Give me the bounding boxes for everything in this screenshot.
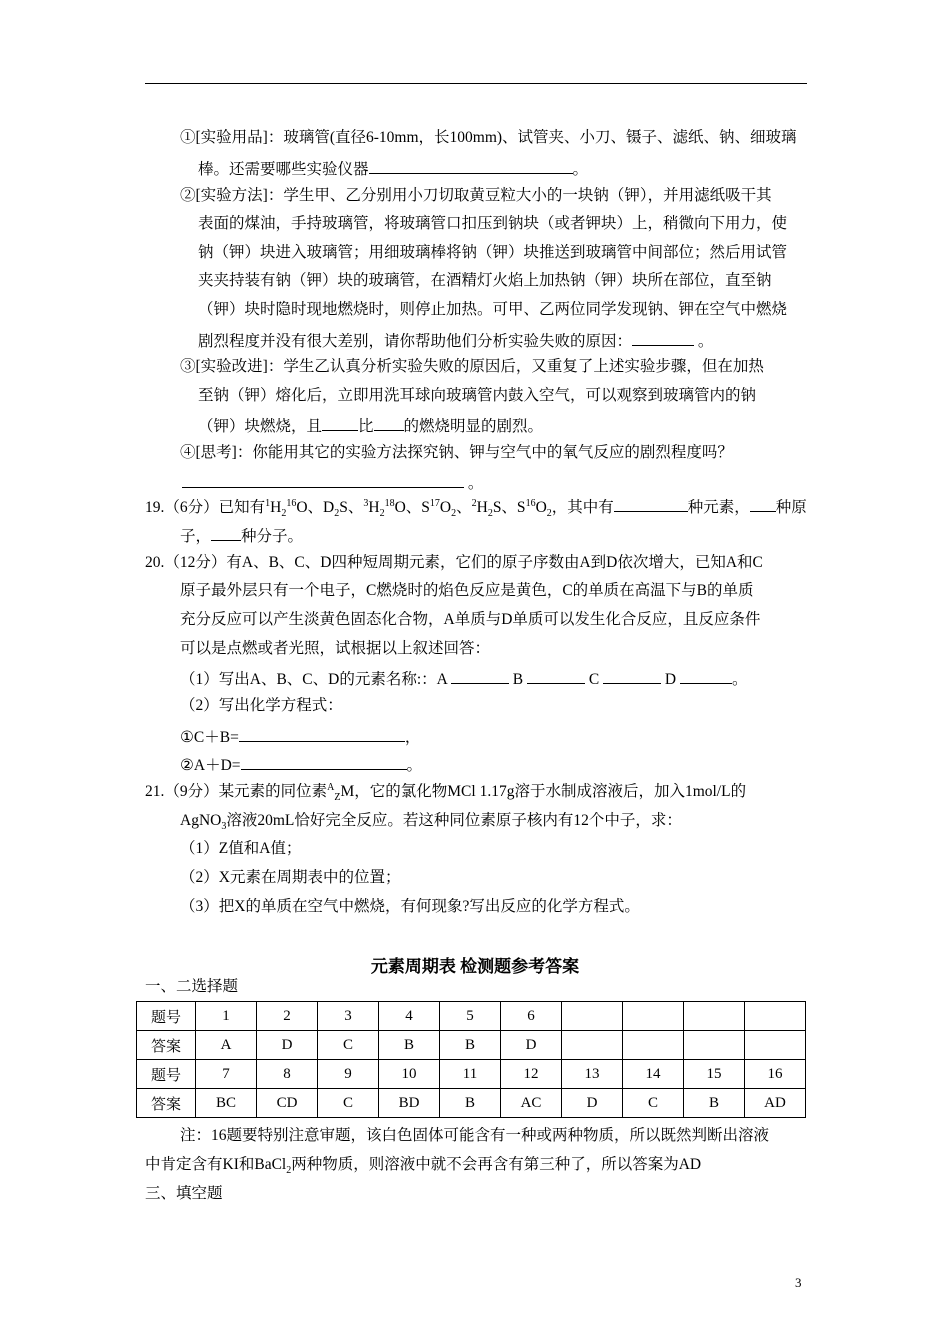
answer-blank[interactable] — [241, 753, 407, 770]
row-label: 答案 — [137, 1031, 196, 1060]
table-cell: A — [196, 1031, 257, 1060]
q21-line: 21.（9分）某元素的同位素$^A_Z$M，它的氯化物MCl 1.17g溶于水制成溶液后，加入1mol/L的 — [145, 781, 747, 804]
table-cell: D — [501, 1031, 562, 1060]
answer-blank[interactable] — [322, 414, 358, 431]
q18-line: 至钠（钾）熔化后，立即用洗耳球向玻璃管内鼓入空气，可以观察到玻璃管内的钠 — [198, 387, 757, 404]
q20-line: 可以是点燃或者光照，试根据以上叙述回答： — [180, 640, 491, 657]
table-cell: 11 — [440, 1060, 501, 1089]
table-row — [137, 1031, 806, 1060]
table-cell: B — [440, 1089, 501, 1118]
answer-blank[interactable] — [239, 725, 405, 742]
table-row — [137, 1002, 806, 1031]
table-cell: 16 — [745, 1060, 806, 1089]
answer-blank[interactable] — [182, 471, 464, 488]
answer-blank[interactable] — [527, 667, 585, 684]
table-cell: 5 — [440, 1002, 501, 1031]
q18-line: 棒。还需要哪些实验仪器 。 — [198, 157, 588, 180]
q19-line: 19.（6分）已知有$^1H_2^{16}O$、$D_2S$、$^3H_2^{18}O$、$S^{17}O_2$、$^2H_2S$、$S^{16}O_2$，其中有 种元素， 种原 — [145, 495, 807, 518]
answer-title: 元素周期表 检测题参考答案 — [370, 957, 580, 976]
q18-line: 表面的煤油，手持玻璃管，将玻璃管口扣压到钠块（或者钾块）上，稍微向下用力，使 — [198, 215, 788, 232]
row-label: 题号 — [137, 1060, 196, 1089]
table-cell — [745, 1031, 806, 1060]
q20-line: ②A＋D= 。 — [180, 753, 422, 776]
q18-line: ③[实验改进]：学生乙认真分析实验失败的原因后，又重复了上述实验步骤，但在加热 — [180, 358, 764, 375]
q18-line: ④[思考]：你能用其它的实验方法探究钠、钾与空气中的氧气反应的剧烈程度吗？ — [180, 444, 733, 461]
answer-note: 中肯定含有KI和BaCl$_2$两种物质，则溶液中就不会再含有第三种了，所以答案为AD — [145, 1156, 702, 1177]
table-cell: CD — [257, 1089, 318, 1118]
table-cell: B — [379, 1031, 440, 1060]
table-cell: 8 — [257, 1060, 318, 1089]
q20-line: （1）写出A、B、C、D的元素名称:：A B C D 。 — [180, 667, 748, 690]
table-cell: D — [562, 1089, 623, 1118]
answer-table — [136, 1001, 806, 1118]
q20-line: 充分反应可以产生淡黄色固态化合物，A单质与D单质可以发生化合反应，且反应条件 — [180, 611, 761, 628]
q21-line: （2）X元素在周期表中的位置； — [180, 869, 401, 886]
table-cell: 1 — [196, 1002, 257, 1031]
answer-blank[interactable] — [451, 667, 509, 684]
table-cell: AD — [745, 1089, 806, 1118]
table-cell: 15 — [684, 1060, 745, 1089]
q18-line: ②[实验方法]：学生甲、乙分别用小刀切取黄豆粒大小的一块钠（钾），并用滤纸吸干其 — [180, 187, 772, 204]
table-cell — [562, 1031, 623, 1060]
answer-blank[interactable] — [632, 329, 694, 346]
table-cell: 3 — [318, 1002, 379, 1031]
table-cell: C — [318, 1031, 379, 1060]
table-cell: B — [684, 1089, 745, 1118]
table-cell — [623, 1002, 684, 1031]
answer-blank[interactable] — [680, 667, 732, 684]
table-cell: 13 — [562, 1060, 623, 1089]
table-cell — [684, 1031, 745, 1060]
q20-line: （2）写出化学方程式： — [180, 697, 343, 714]
table-cell — [745, 1002, 806, 1031]
answer-blank[interactable] — [603, 667, 661, 684]
table-cell: BD — [379, 1089, 440, 1118]
answer-blank[interactable] — [211, 524, 241, 541]
table-cell: C — [623, 1089, 684, 1118]
row-label: 题号 — [137, 1002, 196, 1031]
q21-line: （1）Z值和A值； — [180, 840, 302, 857]
answer-blank[interactable] — [369, 157, 573, 174]
table-cell — [684, 1002, 745, 1031]
table-cell — [623, 1031, 684, 1060]
q18-line: （钾）块时隐时现地燃烧时，则停止加热。可甲、乙两位同学发现钠、钾在空气中燃烧 — [198, 301, 788, 318]
table-cell: 10 — [379, 1060, 440, 1089]
table-cell: AC — [501, 1089, 562, 1118]
answer-blank[interactable] — [374, 414, 404, 431]
q21-line: AgNO$_3$溶液20mL恰好完全反应。若这种同位素原子核内有12个中子，求： — [180, 812, 682, 833]
table-row — [137, 1089, 806, 1118]
header-rule — [145, 83, 807, 84]
table-row — [137, 1060, 806, 1089]
table-cell: 14 — [623, 1060, 684, 1089]
table-cell: 7 — [196, 1060, 257, 1089]
q21-line: （3）把X的单质在空气中燃烧，有何现象?写出反应的化学方程式。 — [180, 898, 640, 915]
table-cell: 12 — [501, 1060, 562, 1089]
table-cell: C — [318, 1089, 379, 1118]
answer-blank[interactable] — [614, 495, 688, 512]
q20-line: 原子最外层只有一个电子，C燃烧时的焰色反应是黄色，C的单质在高温下与B的单质 — [180, 582, 754, 599]
q18-line: ①[实验用品]：玻璃管(直径6-10mm，长100mm)、试管夹、小刀、镊子、滤纸、钠、细玻璃 — [180, 129, 797, 146]
section-heading: 三、填空题 — [145, 1185, 223, 1202]
row-label: 答案 — [137, 1089, 196, 1118]
answer-blank[interactable] — [750, 495, 776, 512]
table-cell: 6 — [501, 1002, 562, 1031]
table-cell: 9 — [318, 1060, 379, 1089]
table-cell — [562, 1002, 623, 1031]
page-number: 3 — [795, 1275, 802, 1290]
table-cell: 4 — [379, 1002, 440, 1031]
q18-line: 。 — [182, 471, 483, 494]
q18-line: （钾）块燃烧，且 比 的燃烧明显的剧烈。 — [198, 414, 543, 437]
table-cell: BC — [196, 1089, 257, 1118]
answer-note: 注：16题要特别注意审题，该白色固体可能含有一种或两种物质，所以既然判断出溶液 — [180, 1127, 770, 1144]
table-cell: D — [257, 1031, 318, 1060]
q20-line: 20.（12分）有A、B、C、D四种短周期元素，它们的原子序数由A到D依次增大，已知A和C — [145, 554, 763, 571]
q19-line: 子， 种分子。 — [180, 524, 303, 547]
table-cell: B — [440, 1031, 501, 1060]
q18-line: 夹夹持装有钠（钾）块的玻璃管，在酒精灯火焰上加热钠（钾）块所在部位，直至钠 — [198, 272, 772, 289]
section-heading: 一、二选择题 — [145, 978, 239, 995]
q20-line: ①C＋B= ， — [180, 725, 420, 748]
q18-line: 剧烈程度并没有很大差别，请你帮助他们分析实验失败的原因： 。 — [198, 329, 713, 352]
table-cell: 2 — [257, 1002, 318, 1031]
q18-line: 钠（钾）块进入玻璃管；用细玻璃棒将钠（钾）块推送到玻璃管中间部位；然后用试管 — [198, 244, 788, 261]
